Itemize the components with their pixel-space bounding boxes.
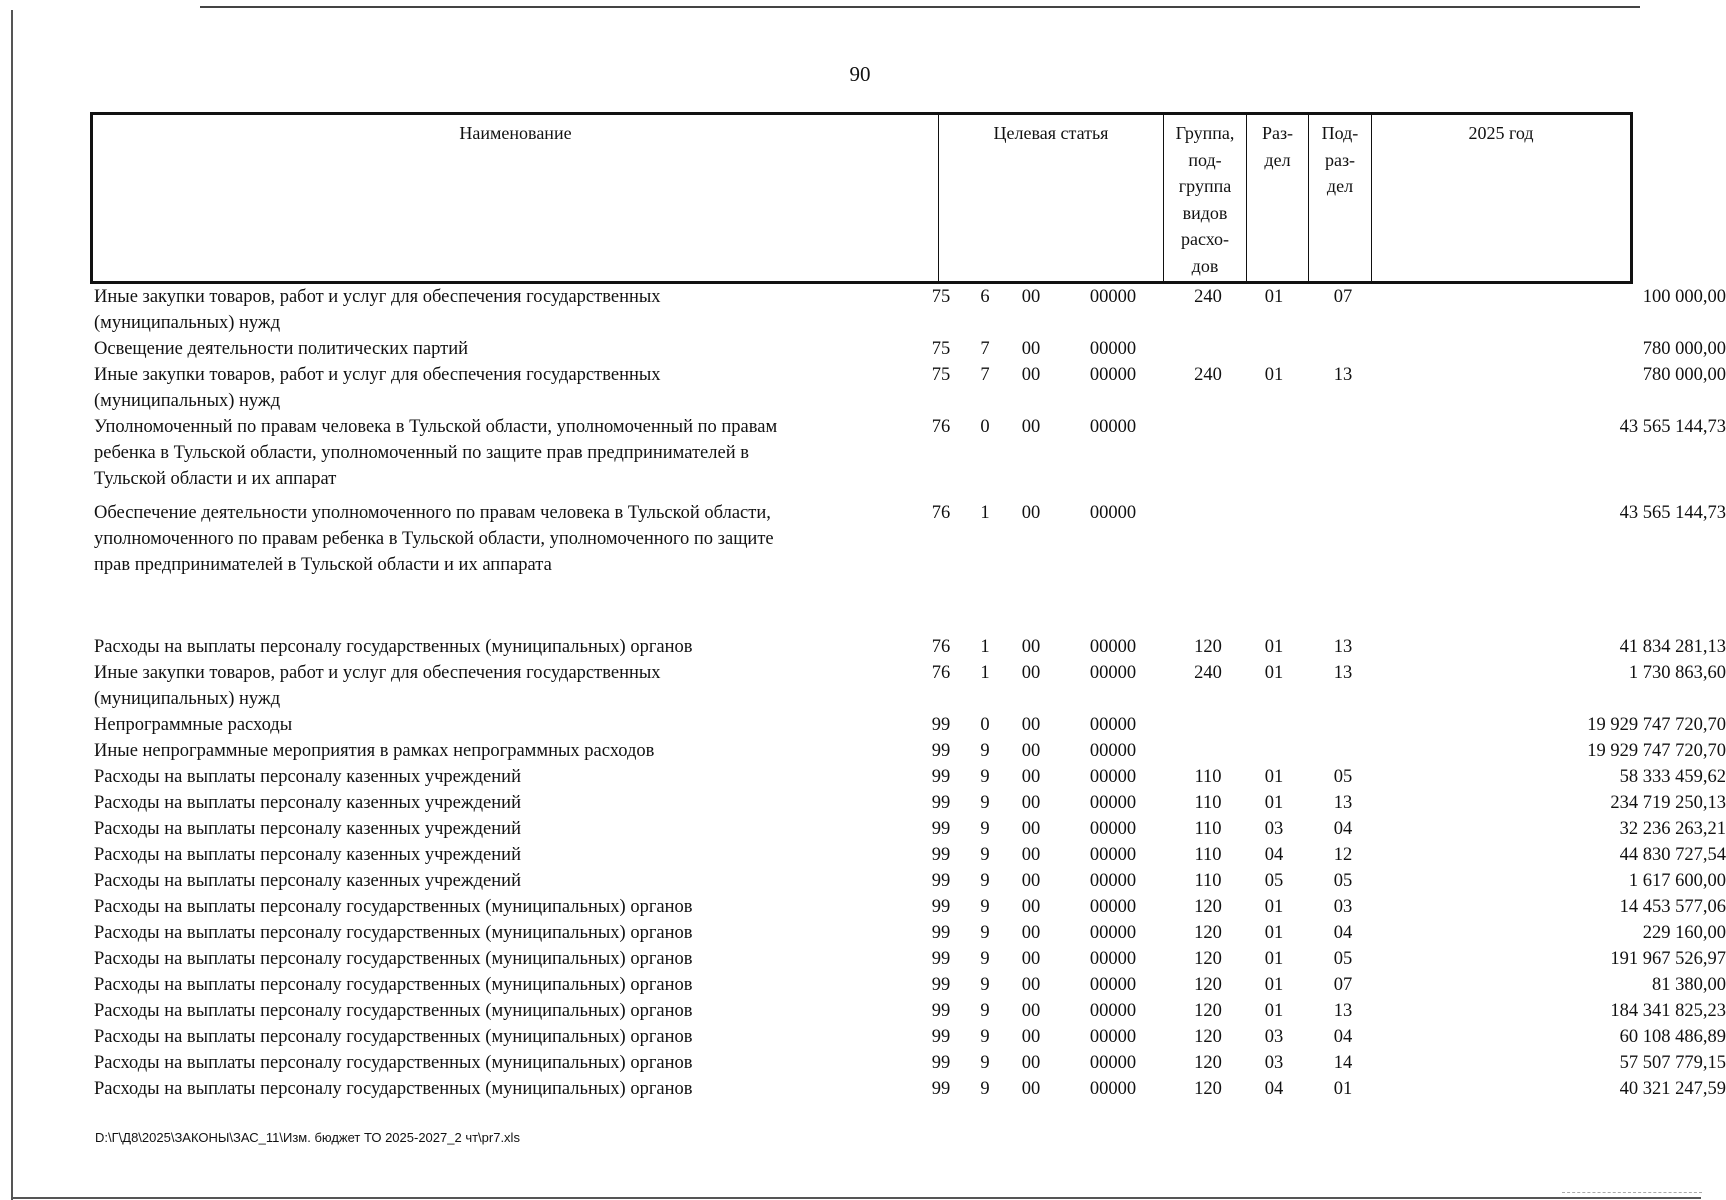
table-row	[90, 946, 1726, 972]
table-row	[90, 842, 1726, 868]
expense-group: 110	[1194, 845, 1222, 865]
section: 01	[1264, 949, 1284, 969]
code-a: 76	[931, 417, 951, 437]
subsection: 05	[1333, 767, 1353, 787]
code-b: 9	[980, 975, 990, 995]
table-row	[90, 764, 1726, 790]
code-d: 00000	[1089, 287, 1137, 307]
code-d: 00000	[1089, 845, 1137, 865]
code-d: 00000	[1089, 923, 1137, 943]
table-row	[90, 920, 1726, 946]
header-group: Группа, под- группа видов расхо- дов	[1163, 115, 1246, 281]
table-row	[90, 500, 1726, 604]
amount-2025: 19 929 747 720,70	[1587, 741, 1726, 761]
amount-2025: 1 730 863,60	[1628, 663, 1726, 683]
table-row	[90, 972, 1726, 998]
row-name: Расходы на выплаты персоналу государственных (муниципальных) органов	[94, 1053, 693, 1073]
subsection: 12	[1333, 845, 1353, 865]
code-d: 00000	[1089, 819, 1137, 839]
section: 01	[1264, 923, 1284, 943]
amount-2025: 32 236 263,21	[1619, 819, 1726, 839]
code-c: 00	[1021, 637, 1041, 657]
row-name: Расходы на выплаты персоналу государственных (муниципальных) органов	[94, 1027, 693, 1047]
subsection: 01	[1333, 1079, 1353, 1099]
code-a: 75	[931, 287, 951, 307]
table-row	[90, 1024, 1726, 1050]
code-c: 00	[1021, 715, 1041, 735]
page-border-bottom	[11, 1197, 1701, 1199]
section: 01	[1264, 637, 1284, 657]
table-header	[90, 112, 1633, 284]
code-c: 00	[1021, 819, 1041, 839]
amount-2025: 41 834 281,13	[1619, 637, 1726, 657]
header-year: 2025 год	[1371, 115, 1630, 281]
expense-group: 120	[1194, 949, 1222, 969]
amount-2025: 40 321 247,59	[1619, 1079, 1726, 1099]
section: 03	[1264, 819, 1284, 839]
subsection: 13	[1333, 793, 1353, 813]
code-d: 00000	[1089, 741, 1137, 761]
row-name: Освещение деятельности политических партий	[94, 339, 469, 359]
code-a: 99	[931, 741, 951, 761]
code-a: 99	[931, 1001, 951, 1021]
code-b: 7	[980, 365, 990, 385]
expense-group: 240	[1194, 663, 1222, 683]
row-name: Иные закупки товаров, работ и услуг для обеспечения государственных (муниципальных) нужд	[94, 287, 661, 333]
code-d: 00000	[1089, 503, 1137, 523]
code-a: 75	[931, 365, 951, 385]
table-row	[90, 738, 1726, 764]
subsection: 04	[1333, 923, 1353, 943]
expense-group: 120	[1194, 1079, 1222, 1099]
expense-group: 240	[1194, 365, 1222, 385]
code-b: 9	[980, 845, 990, 865]
amount-2025: 43 565 144,73	[1619, 503, 1726, 523]
table-row	[90, 998, 1726, 1024]
code-c: 00	[1021, 975, 1041, 995]
section: 01	[1264, 767, 1284, 787]
code-c: 00	[1021, 663, 1041, 683]
code-b: 1	[980, 663, 990, 683]
header-section: Раз- дел	[1246, 115, 1308, 281]
code-d: 00000	[1089, 715, 1137, 735]
code-a: 76	[931, 503, 951, 523]
code-c: 00	[1021, 365, 1041, 385]
code-a: 99	[931, 949, 951, 969]
page-border-top	[200, 6, 1640, 8]
table-row	[90, 1050, 1726, 1076]
code-a: 76	[931, 663, 951, 683]
row-name: Расходы на выплаты персоналу казенных учреждений	[94, 819, 521, 839]
code-a: 99	[931, 897, 951, 917]
table-row	[90, 868, 1726, 894]
code-a: 99	[931, 767, 951, 787]
row-name: Расходы на выплаты персоналу государственных (муниципальных) органов	[94, 897, 693, 917]
table-row	[90, 362, 1726, 414]
subsection: 13	[1333, 663, 1353, 683]
code-c: 00	[1021, 1079, 1041, 1099]
code-c: 00	[1021, 845, 1041, 865]
code-a: 99	[931, 1053, 951, 1073]
header-name: Наименование	[459, 123, 572, 143]
code-d: 00000	[1089, 1053, 1137, 1073]
expense-group: 120	[1194, 975, 1222, 995]
row-name: Расходы на выплаты персоналу казенных учреждений	[94, 871, 521, 891]
code-d: 00000	[1089, 417, 1137, 437]
amount-2025: 43 565 144,73	[1619, 417, 1726, 437]
table-row	[90, 894, 1726, 920]
expense-group: 110	[1194, 793, 1222, 813]
code-c: 00	[1021, 503, 1041, 523]
code-c: 00	[1021, 417, 1041, 437]
code-b: 9	[980, 871, 990, 891]
row-name: Иные непрограммные мероприятия в рамках непрограммных расходов	[94, 741, 655, 761]
amount-2025: 81 380,00	[1652, 975, 1726, 995]
code-a: 99	[931, 923, 951, 943]
code-d: 00000	[1089, 767, 1137, 787]
row-name: Расходы на выплаты персоналу государственных (муниципальных) органов	[94, 1001, 693, 1021]
amount-2025: 191 967 526,97	[1610, 949, 1726, 969]
expense-group: 240	[1194, 287, 1222, 307]
amount-2025: 60 108 486,89	[1619, 1027, 1726, 1047]
expense-group: 110	[1194, 767, 1222, 787]
code-a: 99	[931, 819, 951, 839]
code-d: 00000	[1089, 871, 1137, 891]
code-d: 00000	[1089, 365, 1137, 385]
code-b: 9	[980, 767, 990, 787]
row-name: Расходы на выплаты персоналу казенных учреждений	[94, 793, 521, 813]
amount-2025: 229 160,00	[1642, 923, 1726, 943]
amount-2025: 57 507 779,15	[1619, 1053, 1726, 1073]
code-c: 00	[1021, 741, 1041, 761]
code-c: 00	[1021, 339, 1041, 359]
amount-2025: 100 000,00	[1642, 287, 1726, 307]
code-b: 6	[980, 287, 990, 307]
code-b: 0	[980, 417, 990, 437]
table-row	[90, 660, 1726, 712]
code-b: 1	[980, 637, 990, 657]
code-b: 9	[980, 949, 990, 969]
subsection: 05	[1333, 949, 1353, 969]
file-path-footer: D:\Г\Д8\2025\ЗАКОНЫ\ЗАС_11\Изм. бюджет ТО 2025-2027_2 чт\pr7.xls	[95, 1130, 520, 1145]
subsection: 13	[1333, 637, 1353, 657]
expense-group: 110	[1194, 871, 1222, 891]
table-row	[90, 284, 1726, 336]
subsection: 05	[1333, 871, 1353, 891]
row-name: Непрограммные расходы	[94, 715, 293, 735]
subsection: 14	[1333, 1053, 1353, 1073]
subsection: 13	[1333, 365, 1353, 385]
budget-table	[90, 112, 1726, 1102]
row-name: Расходы на выплаты персоналу государственных (муниципальных) органов	[94, 923, 693, 943]
section: 04	[1264, 845, 1284, 865]
expense-group: 120	[1194, 637, 1222, 657]
row-name: Иные закупки товаров, работ и услуг для обеспечения государственных (муниципальных) нужд	[94, 663, 661, 709]
table-row	[90, 336, 1726, 362]
code-d: 00000	[1089, 1001, 1137, 1021]
table-row	[90, 634, 1726, 660]
amount-2025: 184 341 825,23	[1610, 1001, 1726, 1021]
amount-2025: 58 333 459,62	[1619, 767, 1726, 787]
code-a: 99	[931, 871, 951, 891]
section: 01	[1264, 663, 1284, 683]
section: 04	[1264, 1079, 1284, 1099]
table-row	[90, 414, 1726, 492]
row-name: Расходы на выплаты персоналу казенных учреждений	[94, 845, 521, 865]
code-b: 9	[980, 1079, 990, 1099]
expense-group: 120	[1194, 1053, 1222, 1073]
section: 01	[1264, 1001, 1284, 1021]
table-row	[90, 712, 1726, 738]
code-d: 00000	[1089, 637, 1137, 657]
expense-group: 120	[1194, 1027, 1222, 1047]
code-d: 00000	[1089, 897, 1137, 917]
expense-group: 110	[1194, 819, 1222, 839]
code-a: 99	[931, 1079, 951, 1099]
amount-2025: 14 453 577,06	[1619, 897, 1726, 917]
row-name: Обеспечение деятельности уполномоченного по правам человека в Тульской области, уполномоченного по правам ребенка в Тульской области, уполномоченного по защите прав предпринимателей в Тульской области и их аппарата	[94, 503, 774, 575]
subsection: 07	[1333, 287, 1353, 307]
code-d: 00000	[1089, 339, 1137, 359]
code-b: 9	[980, 1001, 990, 1021]
section: 01	[1264, 975, 1284, 995]
code-b: 9	[980, 1053, 990, 1073]
section: 03	[1264, 1053, 1284, 1073]
subsection: 03	[1333, 897, 1353, 917]
header-subsection: Под- раз- дел	[1308, 115, 1371, 281]
code-b: 9	[980, 793, 990, 813]
subsection: 04	[1333, 1027, 1353, 1047]
code-b: 7	[980, 339, 990, 359]
code-b: 9	[980, 897, 990, 917]
expense-group: 120	[1194, 1001, 1222, 1021]
code-b: 9	[980, 923, 990, 943]
code-a: 75	[931, 339, 951, 359]
section: 03	[1264, 1027, 1284, 1047]
code-a: 99	[931, 975, 951, 995]
amount-2025: 780 000,00	[1642, 365, 1726, 385]
amount-2025: 44 830 727,54	[1619, 845, 1726, 865]
subsection: 13	[1333, 1001, 1353, 1021]
section: 01	[1264, 897, 1284, 917]
code-b: 0	[980, 715, 990, 735]
row-name: Иные закупки товаров, работ и услуг для обеспечения государственных (муниципальных) нужд	[94, 365, 661, 411]
code-c: 00	[1021, 1027, 1041, 1047]
table-row	[90, 816, 1726, 842]
expense-group: 120	[1194, 897, 1222, 917]
subsection: 07	[1333, 975, 1353, 995]
row-name: Уполномоченный по правам человека в Тульской области, уполномоченный по правам ребенка в Тульской области, уполномоченный по защите прав предпринимателей в Тульской области и их аппарат	[94, 417, 778, 489]
code-c: 00	[1021, 923, 1041, 943]
table-row	[90, 1076, 1726, 1102]
code-d: 00000	[1089, 663, 1137, 683]
row-name: Расходы на выплаты персоналу казенных учреждений	[94, 767, 521, 787]
code-a: 76	[931, 637, 951, 657]
row-name: Расходы на выплаты персоналу государственных (муниципальных) органов	[94, 949, 693, 969]
row-name: Расходы на выплаты персоналу государственных (муниципальных) органов	[94, 975, 693, 995]
table-body	[90, 284, 1726, 1102]
code-b: 1	[980, 503, 990, 523]
code-c: 00	[1021, 1001, 1041, 1021]
code-d: 00000	[1089, 949, 1137, 969]
code-d: 00000	[1089, 793, 1137, 813]
code-d: 00000	[1089, 975, 1137, 995]
code-b: 9	[980, 819, 990, 839]
code-d: 00000	[1089, 1027, 1137, 1047]
section: 05	[1264, 871, 1284, 891]
amount-2025: 780 000,00	[1642, 339, 1726, 359]
code-c: 00	[1021, 897, 1041, 917]
code-b: 9	[980, 741, 990, 761]
amount-2025: 1 617 600,00	[1628, 871, 1726, 891]
page-number: 90	[849, 62, 871, 86]
amount-2025: 234 719 250,13	[1610, 793, 1726, 813]
code-c: 00	[1021, 949, 1041, 969]
row-name: Расходы на выплаты персоналу государственных (муниципальных) органов	[94, 1079, 693, 1099]
code-a: 99	[931, 793, 951, 813]
section: 01	[1264, 793, 1284, 813]
expense-group: 120	[1194, 923, 1222, 943]
section: 01	[1264, 365, 1284, 385]
code-a: 99	[931, 715, 951, 735]
scan-artifact	[1562, 1192, 1702, 1193]
amount-2025: 19 929 747 720,70	[1587, 715, 1726, 735]
code-d: 00000	[1089, 1079, 1137, 1099]
code-c: 00	[1021, 767, 1041, 787]
code-b: 9	[980, 1027, 990, 1047]
code-c: 00	[1021, 871, 1041, 891]
code-c: 00	[1021, 287, 1041, 307]
page-border-left	[11, 10, 13, 1200]
code-c: 00	[1021, 1053, 1041, 1073]
code-c: 00	[1021, 793, 1041, 813]
table-row	[90, 790, 1726, 816]
header-target: Целевая статья	[938, 115, 1163, 281]
row-name: Расходы на выплаты персоналу государственных (муниципальных) органов	[94, 637, 693, 657]
section: 01	[1264, 287, 1284, 307]
code-a: 99	[931, 1027, 951, 1047]
subsection: 04	[1333, 819, 1353, 839]
code-a: 99	[931, 845, 951, 865]
